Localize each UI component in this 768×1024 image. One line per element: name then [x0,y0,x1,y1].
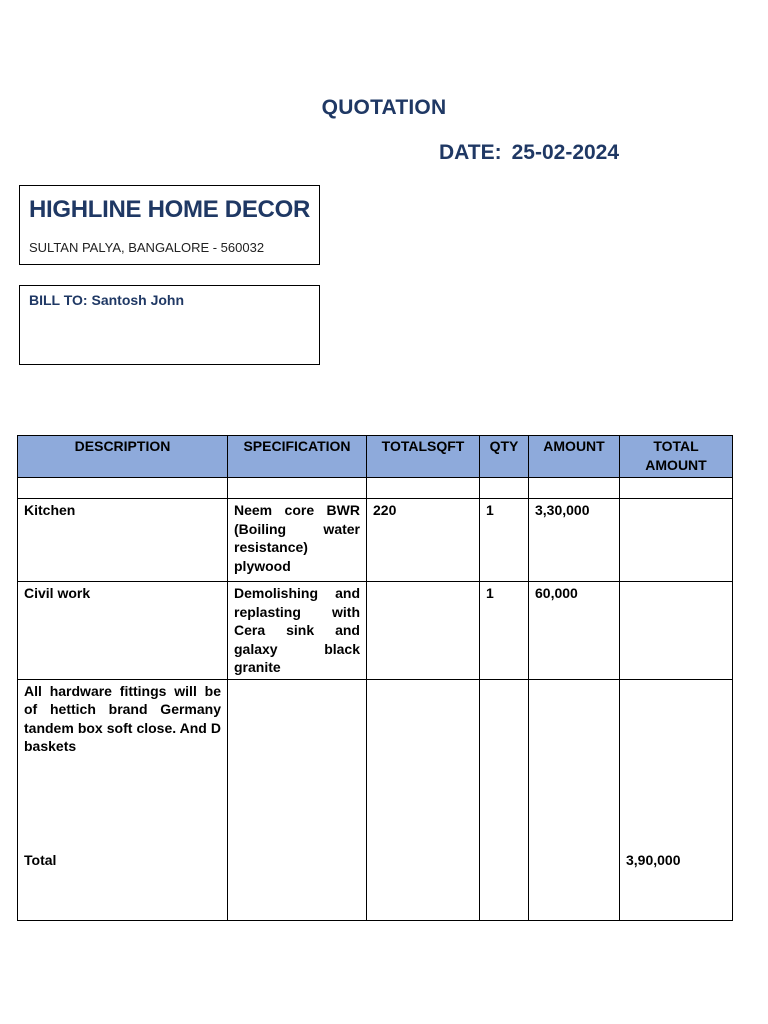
table-cell [228,478,367,499]
header-total-amount: TOTAL AMOUNT [620,436,733,478]
row-description: Kitchen [18,499,228,582]
header-description: DESCRIPTION [18,436,228,478]
table-cell [18,478,228,499]
table-row [18,582,733,680]
hardware-note: All hardware fittings will be of hettich brand Germany tandem box soft close. And D baskets [24,682,221,754]
table-cell [367,679,480,920]
date-label: DATE: [439,141,502,164]
row-total-amount [620,582,733,680]
table-cell [529,679,620,920]
table-cell [480,478,529,499]
row-totalsqft: 220 [367,499,480,582]
date-value: 25-02-2024 [511,141,620,164]
row-qty: 1 [480,582,529,680]
row-totalsqft [367,582,480,680]
row-total-amount [620,499,733,582]
document-title: QUOTATION [321,96,447,119]
total-value: 3,90,000 [626,852,681,868]
header-amount: AMOUNT [529,436,620,478]
date-line [439,141,619,165]
table-header-row [18,436,733,478]
table-row [18,499,733,582]
table-cell [367,478,480,499]
table-cell [529,478,620,499]
company-address: SULTAN PALYA, BANGALORE - 560032 [29,240,265,255]
table-cell [620,478,733,499]
row-specification: Demolishing and replasting with Cera sink and galaxy black granite [228,582,367,680]
row-qty: 1 [480,499,529,582]
row-specification: Neem core BWR (Boiling water resistance) plywood [228,499,367,582]
total-label: Total [24,852,57,868]
bill-to-text: BILL TO: Santosh John [29,292,185,308]
table-row-note-total [18,679,733,920]
bill-to-box [19,285,320,365]
company-box [19,185,320,265]
header-totalsqft: TOTALSQFT [367,436,480,478]
table-cell [480,679,529,920]
header-specification: SPECIFICATION [228,436,367,478]
quotation-table [17,435,733,921]
total-cell [620,679,733,920]
table-spacer-row [18,478,733,499]
header-qty: QTY [480,436,529,478]
row-amount: 3,30,000 [529,499,620,582]
company-name: HIGHLINE HOME DECOR [29,196,310,223]
row-amount: 60,000 [529,582,620,680]
table-cell [228,679,367,920]
row-description: Civil work [18,582,228,680]
note-cell [18,679,228,920]
